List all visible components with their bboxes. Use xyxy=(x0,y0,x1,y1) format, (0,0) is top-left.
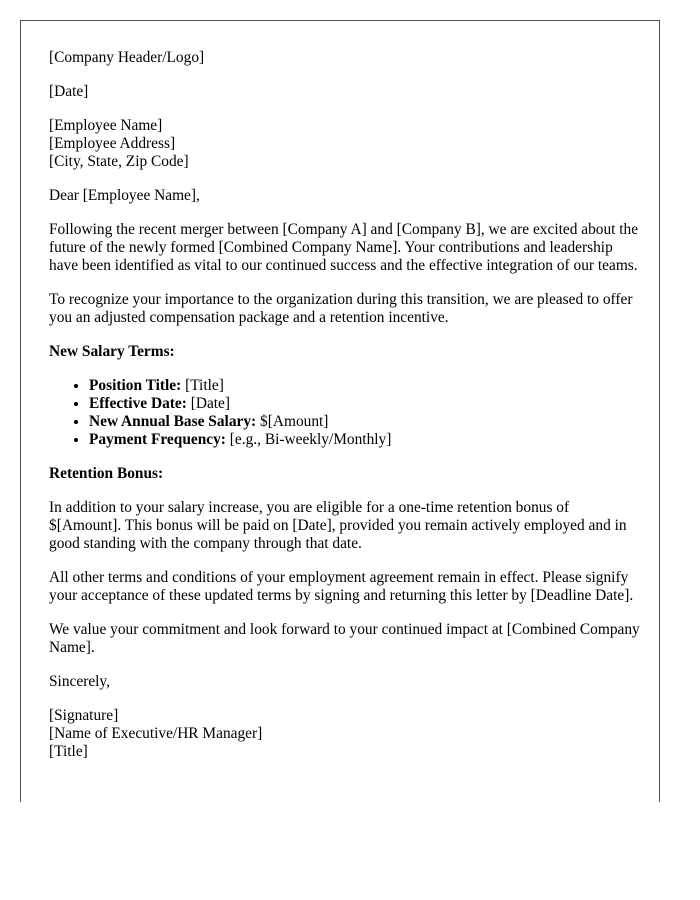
term-label: Effective Date: xyxy=(89,395,187,412)
letter-content xyxy=(49,49,643,777)
term-value: $[Amount] xyxy=(256,413,329,430)
recipient-name: [Employee Name] xyxy=(49,117,163,134)
retention-bonus-heading: Retention Bonus: xyxy=(49,465,164,482)
list-item xyxy=(89,395,643,413)
list-item xyxy=(89,413,643,431)
closing: Sincerely, xyxy=(49,673,110,690)
list-item xyxy=(89,377,643,395)
letter-date: [Date] xyxy=(49,83,89,100)
term-label: Payment Frequency: xyxy=(89,431,226,448)
salary-terms-list xyxy=(49,377,643,449)
signature-block xyxy=(49,707,643,761)
term-label: Position Title: xyxy=(89,377,182,394)
paragraph-commitment: We value your commitment and look forward to your continued impact at [Combined Company Name]. xyxy=(49,621,640,656)
paragraph-recognition: To recognize your importance to the organization during this transition, we are pleased to offer you an adjusted compensation package and a retention incentive. xyxy=(49,291,633,326)
signature-line: [Signature] xyxy=(49,707,119,724)
signer-title: [Title] xyxy=(49,743,88,760)
recipient-block xyxy=(49,117,643,171)
recipient-address: [Employee Address] xyxy=(49,135,176,152)
list-item xyxy=(89,431,643,449)
signer-name: [Name of Executive/HR Manager] xyxy=(49,725,263,742)
term-label: New Annual Base Salary: xyxy=(89,413,257,430)
salary-terms-heading: New Salary Terms: xyxy=(49,343,175,360)
letter-page xyxy=(20,20,660,802)
paragraph-acceptance: All other terms and conditions of your employment agreement remain in effect. Please signify your acceptance of these updated terms by signing and returning this letter by [Deadline Date]. xyxy=(49,569,634,604)
recipient-city: [City, State, Zip Code] xyxy=(49,153,189,170)
paragraph-merger: Following the recent merger between [Company A] and [Company B], we are excited about the future of the newly formed [Combined Company Name]. Your contributions and leadership have been identified as vital to our continued success and the effective integration of our teams. xyxy=(49,221,639,274)
term-value: [Date] xyxy=(186,395,231,412)
paragraph-bonus: In addition to your salary increase, you are eligible for a one-time retention bonus of $[Amount]. This bonus will be paid on [Date], provided you remain actively employed and in good standing with the company through that date. xyxy=(49,499,627,552)
term-value: [Title] xyxy=(181,377,224,394)
salutation: Dear [Employee Name], xyxy=(49,187,200,204)
term-value: [e.g., Bi-weekly/Monthly] xyxy=(225,431,392,448)
company-header: [Company Header/Logo] xyxy=(49,49,205,66)
